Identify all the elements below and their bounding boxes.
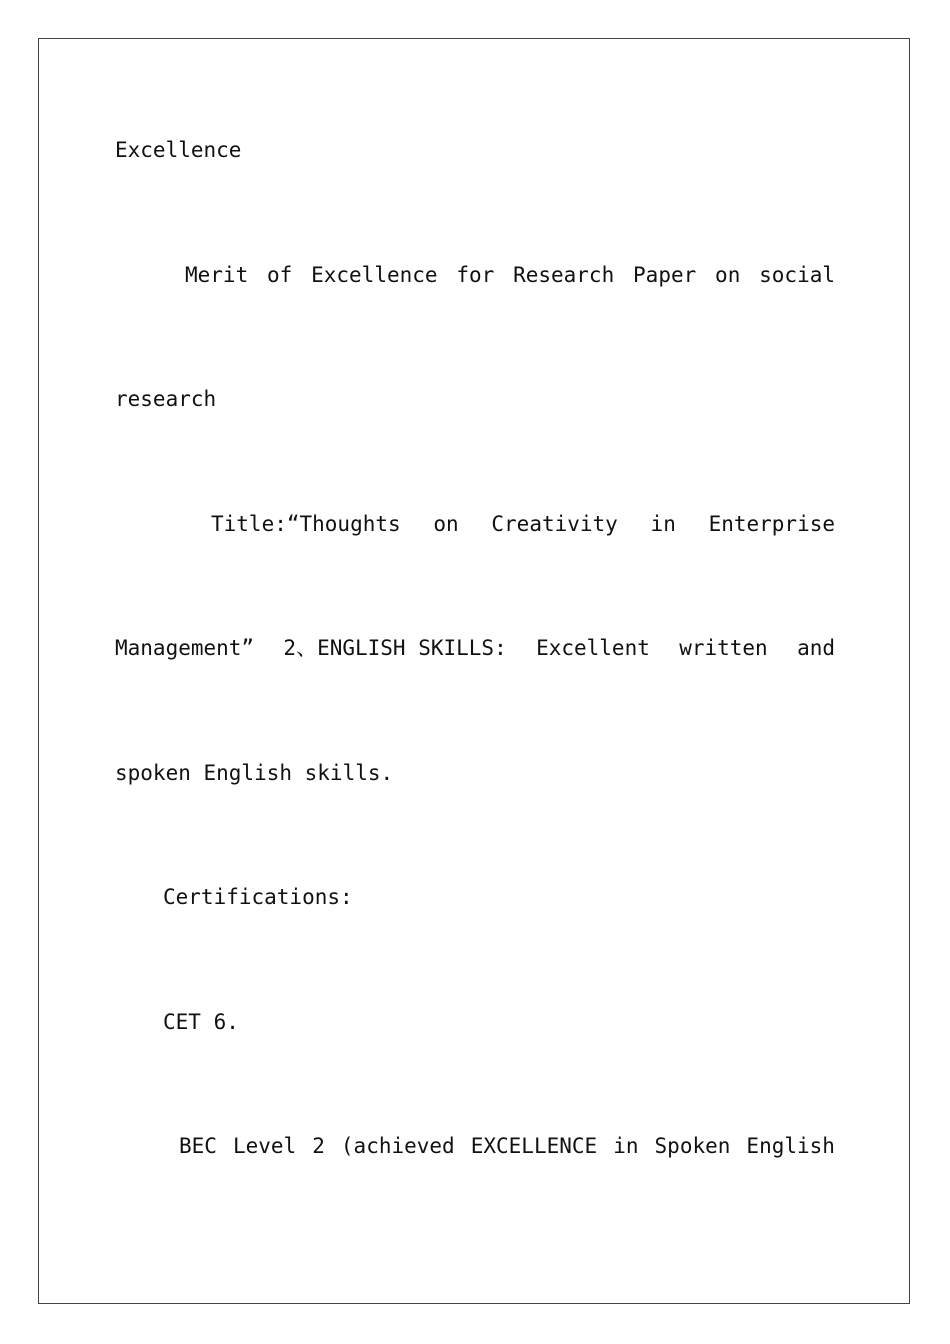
word: (achieved	[340, 1134, 455, 1158]
text-line-certifications	[163, 884, 883, 910]
word: Merit	[185, 263, 249, 287]
word: on	[715, 263, 741, 287]
word: BEC	[179, 1134, 217, 1158]
word: in	[650, 512, 676, 536]
text-line-research	[115, 386, 835, 412]
page-frame	[38, 38, 910, 1304]
text-line-management	[115, 635, 835, 661]
word: Title:“Thoughts	[211, 512, 401, 536]
word: English	[746, 1134, 835, 1158]
text: research	[115, 387, 217, 411]
text-line-title	[211, 511, 835, 537]
text-line-merit	[185, 262, 835, 288]
word: Management”	[115, 636, 255, 660]
word: 2	[312, 1134, 325, 1158]
word: Spoken	[654, 1134, 731, 1158]
word: on	[433, 512, 459, 536]
text-line-cet	[163, 1009, 883, 1035]
text-line-excellence	[115, 137, 835, 163]
text: Excellence	[115, 138, 242, 162]
word: 2、ENGLISH SKILLS:	[283, 636, 507, 660]
word: Level	[232, 1134, 297, 1158]
text-line-bec	[179, 1133, 835, 1159]
word: of	[267, 263, 293, 287]
word: Paper	[633, 263, 697, 287]
word: Creativity	[491, 512, 618, 536]
text: Certifications:	[163, 885, 353, 909]
word: Enterprise	[708, 512, 835, 536]
word: Excellent	[536, 636, 650, 660]
word: EXCELLENCE	[470, 1134, 598, 1158]
word: Excellence	[311, 263, 438, 287]
word: Research	[513, 263, 615, 287]
word: in	[613, 1134, 639, 1158]
text-line-spoken	[115, 760, 835, 786]
text: spoken English skills.	[115, 761, 394, 785]
word: written	[679, 636, 768, 660]
word: for	[456, 263, 495, 287]
text: CET 6.	[163, 1010, 239, 1034]
word: and	[797, 636, 835, 660]
word: social	[759, 263, 835, 287]
